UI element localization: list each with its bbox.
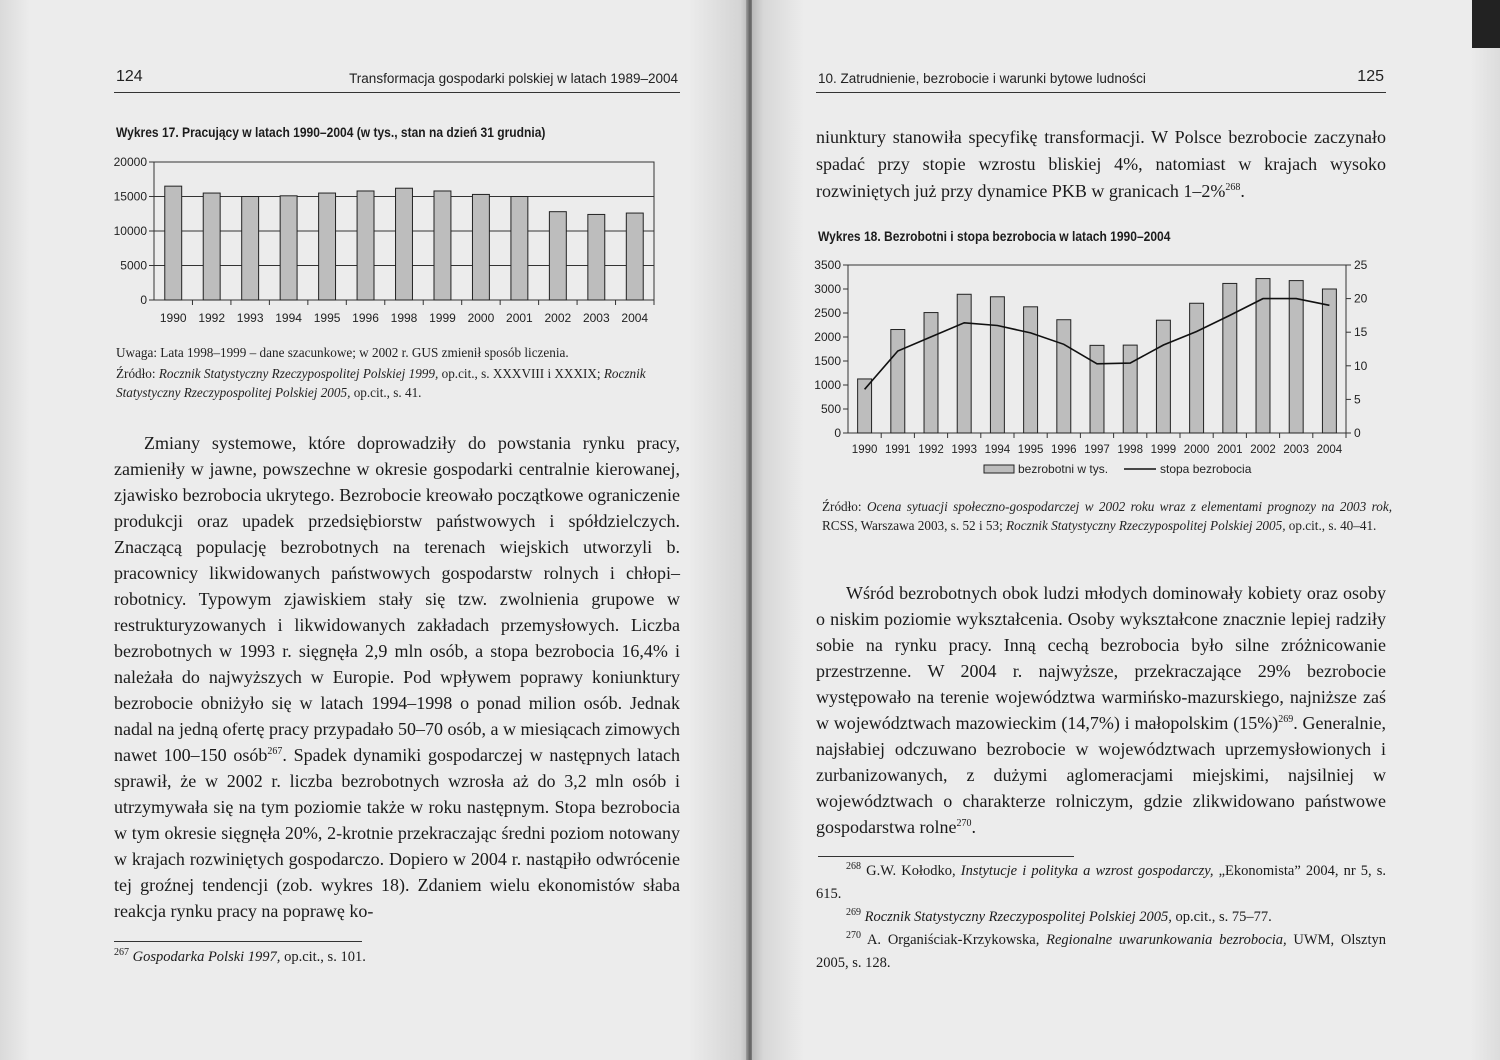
figure-18-source-label: Źródło:	[822, 499, 862, 514]
footnote-267	[114, 946, 680, 969]
footnote-270	[816, 929, 1386, 975]
right-footnote-rule	[818, 856, 1074, 857]
chart18-x-tick-label: 2004	[1316, 444, 1343, 456]
right-body-main-b: . Generalnie, najsłabiej odczuwano bezrobocie w województwach uprzemysłowionych i zurbanizowanych, z dużymi aglomeracjami miejskimi, najsilniej w województwach o charakterze rolniczym, gdzie zlikwidowano państwowe gospodarstwa rolne	[816, 713, 1386, 837]
right-body-top-paragraph	[816, 124, 1386, 205]
chart18-x-tick-label: 1990	[851, 444, 878, 456]
chart18-x-tick-label: 2001	[1217, 444, 1243, 456]
chart18-bar	[1123, 345, 1137, 433]
chart18-x-tick-label: 1992	[918, 444, 944, 456]
chart17-x-tick-label: 2001	[506, 311, 533, 325]
chart17-x-tick-label: 1998	[390, 311, 418, 325]
footnote-268-title: Instytucje i polityka a wzrost gospodarczy,	[960, 863, 1214, 879]
chart17-bar	[434, 191, 451, 300]
chart18-bar	[957, 294, 971, 433]
chart18-bar	[1223, 283, 1237, 433]
chart18-y-right-tick-label: 20	[1354, 291, 1368, 306]
chart18-x-tick-label: 1996	[1051, 444, 1077, 456]
chart18-x-tick-label: 2000	[1183, 444, 1210, 456]
footnote-ref-269: 269	[1278, 714, 1294, 725]
chart18-y-right-tick-label: 25	[1354, 258, 1368, 272]
figure-18-caption: Wykres 18. Bezrobotni i stopa bezrobocia w latach 1990–2004	[818, 228, 1171, 244]
figure-17-source	[116, 364, 684, 402]
figure-18-source-title-1: Ocena sytuacji społeczno-gospodarczej w 2002 roku wraz z elementami prognozy na 2003 rok,	[866, 499, 1392, 514]
right-body-main-paragraph	[816, 580, 1386, 840]
left-running-title: Transformacja gospodarki polskiej w latach 1989–2004	[349, 71, 678, 86]
left-footnote-rule	[114, 941, 362, 942]
chart17-bar	[396, 188, 413, 300]
footnote-267-rest: op.cit., s. 101.	[280, 949, 366, 965]
chart18-bar	[990, 297, 1004, 433]
chart18-y-left-tick-label: 1500	[814, 354, 841, 368]
figure-17-note	[116, 343, 686, 362]
right-footnotes	[816, 860, 1386, 975]
chart17-bar	[549, 212, 566, 300]
chart17-bar	[511, 197, 528, 301]
right-body-top-b: .	[1240, 181, 1245, 201]
footnote-270-post: UWM, Olsztyn 2005, s. 128.	[816, 932, 1386, 971]
figure-18-source	[822, 497, 1392, 535]
chart17-bar	[319, 193, 336, 300]
chart17-bar	[165, 186, 182, 300]
chart18-x-tick-label: 2002	[1250, 444, 1276, 456]
right-running-head	[816, 66, 1386, 93]
chart17-x-tick-label: 1992	[198, 311, 226, 325]
left-body-paragraph	[114, 430, 680, 924]
chart18-bar	[1090, 345, 1104, 433]
left-running-head	[114, 66, 680, 93]
chart18-bar	[891, 330, 905, 433]
chart18-x-tick-label: 1991	[885, 444, 911, 456]
chart18-bar	[1024, 307, 1038, 433]
footnote-268	[816, 860, 1386, 906]
chart18-y-right-tick-label: 5	[1354, 392, 1361, 407]
chart18-y-left-tick-label: 3500	[814, 258, 841, 272]
chart17-bar	[472, 194, 489, 300]
scan-edge-top-right	[1472, 0, 1500, 48]
footnote-267-title: Gospodarka Polski 1997,	[132, 949, 281, 965]
left-page-number: 124	[116, 68, 143, 85]
chart17-bar	[242, 197, 259, 301]
chart17-x-tick-label: 1995	[313, 311, 341, 325]
chart17-y-tick-label: 20000	[113, 155, 147, 169]
chart17-x-tick-label: 1994	[275, 311, 302, 325]
chart17-y-tick-label: 10000	[113, 224, 147, 238]
chart18-bar	[1057, 320, 1071, 433]
chart17-bar	[626, 213, 643, 300]
chart17-x-tick-label: 1999	[429, 311, 456, 325]
chart18-legend-line-label: stopa bezrobocia	[1160, 462, 1252, 476]
right-body-main-c: .	[971, 817, 976, 837]
chart18-y-right-tick-label: 10	[1354, 358, 1368, 373]
footnote-269-post: op.cit., s. 75–77.	[1171, 909, 1272, 925]
chart18-y-left-tick-label: 1000	[814, 378, 841, 392]
right-running-title: 10. Zatrudnienie, bezrobocie i warunki bytowe ludności	[818, 71, 1146, 86]
footnote-ref-270: 270	[956, 818, 972, 829]
chart17-x-tick-label: 1990	[159, 311, 187, 325]
chart18-bar	[924, 313, 938, 433]
footnote-268-number: 268	[846, 861, 861, 873]
footnote-268-pre: G.W. Kołodko,	[861, 863, 961, 879]
right-page-number: 125	[1357, 68, 1384, 85]
chart18-bar	[1289, 281, 1303, 433]
figure-18-chart	[806, 253, 1386, 488]
figure-17-source-title-1: Rocznik Statystyczny Rzeczypospolitej Polskiej 1999,	[158, 366, 439, 381]
figure-17-source-label: Źródło:	[116, 366, 156, 381]
figure-18-source-title-2: Rocznik Statystyczny Rzeczypospolitej Polskiej 2005,	[1006, 518, 1286, 533]
chart17-bar	[357, 191, 374, 300]
chart18-y-left-tick-label: 3000	[814, 282, 841, 296]
figure-17-source-rest-1: op.cit., s. XXXVIII i XXXIX;	[438, 366, 601, 381]
chart17-x-tick-label: 2000	[467, 311, 495, 325]
chart17-bar	[203, 193, 220, 300]
footnote-269	[816, 906, 1386, 929]
footnote-ref-268: 268	[1225, 182, 1241, 193]
chart18-y-left-tick-label: 500	[820, 402, 841, 416]
right-body-top-a: niunktury stanowiła specyfikę transformacji. W Polsce bezrobocie zaczynało spadać przy stopie wzrostu bliskiej 4%, natomiast w krajach wysoko rozwiniętych już przy dynamice PKB w granicach 1–2%	[816, 127, 1386, 201]
chart18-y-left-tick-label: 2500	[814, 306, 841, 320]
chart17-bar	[588, 214, 605, 300]
figure-18-source-rest-2: op.cit., s. 40–41.	[1285, 518, 1377, 533]
footnote-270-title: Regionalne uwarunkowania bezrobocia,	[1046, 932, 1287, 948]
chart18-y-right-tick-label: 0	[1354, 426, 1361, 440]
right-body-main-a: Wśród bezrobotnych obok ludzi młodych dominowały kobiety oraz osoby o niskim poziomie wykształcenia. Osoby wykształcone znacznie lepiej radziły sobie na rynku pracy. Inną cechą bezrobocia było silne zróżnicowanie przestrzenne. W 2004 r. najwyższe, przekraczające 29% bezrobocie występowało na terenie województwa warmińsko-mazurskiego, najniższe zaś w województwach mazowieckim (14,7%) i małopolskim (15%)	[816, 583, 1386, 733]
figure-17-caption: Wykres 17. Pracujący w latach 1990–2004 (w tys., stan na dzień 31 grudnia)	[116, 124, 546, 140]
chart18-x-tick-label: 1993	[951, 444, 977, 456]
footnote-268-post: „Ekonomista” 2004, nr 5, s. 615.	[816, 863, 1386, 902]
chart18-bar	[1190, 303, 1204, 433]
figure-17-chart	[108, 152, 668, 332]
left-body-part-b: . Spadek dynamiki gospodarczej w następnych latach sprawił, że w 2002 r. liczba bezrobotnych wzrosła aż do 3,2 mln osób i utrzymywała się na tym poziomie także w roku następnym. Stopa bezrobocia w tym okresie sięgnęła 20%, 2-krotnie przekraczając średni poziom notowany w krajach rozwiniętych gospodarczo. Dopiero w 2004 r. nastąpiło odwrócenie tej groźnej tendencji (zob. wykres 18). Zdaniem wielu ekonomistów słaba reakcja rynku pracy na poprawę ko-	[114, 745, 680, 921]
chart17-x-tick-label: 2004	[621, 311, 649, 325]
footnote-269-number: 269	[846, 907, 861, 919]
chart17-x-tick-label: 1996	[352, 311, 379, 325]
chart18-x-tick-label: 1995	[1017, 444, 1044, 456]
footnote-270-number: 270	[846, 930, 861, 942]
footnote-270-pre: A. Organiściak-Krzykowska,	[861, 932, 1047, 948]
chart18-y-left-tick-label: 2000	[814, 330, 841, 344]
chart18-bar	[1322, 289, 1336, 433]
figure-17-note-text: Uwaga: Lata 1998–1999 – dane szacunkowe; w 2002 r. GUS zmienił sposób liczenia.	[116, 345, 569, 360]
chart18-bar	[858, 379, 872, 433]
chart18-x-tick-label: 1994	[984, 444, 1011, 456]
chart17-y-tick-label: 15000	[113, 189, 147, 204]
footnote-267-number: 267	[114, 947, 129, 959]
figure-17-source-title-2: Rocznik Statystyczny Rzeczypospolitej Polskiej 2005,	[116, 366, 646, 400]
chart18-bar	[1156, 320, 1170, 433]
footnote-ref-267: 267	[267, 746, 283, 757]
chart17-x-tick-label: 1993	[236, 311, 264, 325]
chart18-legend-bar-swatch	[984, 465, 1014, 473]
left-page	[0, 0, 748, 1060]
figure-18-source-rest-1: RCSS, Warszawa 2003, s. 52 i 53;	[822, 518, 1003, 533]
footnote-269-title: Rocznik Statystyczny Rzeczypospolitej Polskiej 2005,	[864, 909, 1172, 925]
chart18-x-tick-label: 1999	[1150, 444, 1177, 456]
chart17-x-tick-label: 2002	[544, 311, 572, 325]
figure-17-source-rest-2: op.cit., s. 41.	[350, 385, 422, 400]
chart17-y-tick-label: 5000	[120, 258, 147, 273]
chart18-x-tick-label: 2003	[1283, 444, 1309, 456]
chart18-y-left-tick-label: 0	[834, 426, 841, 440]
right-page	[752, 0, 1500, 1060]
chart17-x-tick-label: 2003	[582, 311, 610, 325]
chart18-y-right-tick-label: 15	[1354, 325, 1368, 340]
chart18-x-tick-label: 1998	[1117, 444, 1143, 456]
left-body-part-a: Zmiany systemowe, które doprowadziły do powstania rynku pracy, zamieniły w jawne, powszechne w okresie gospodarki centralnie kierowanej, zjawisko bezrobocia ukrytego. Bezrobocie kreowało początkowe ograniczenie produkcji oraz upadek przedsiębiorstw państwowych i spółdzielczych. Znaczącą populację bezrobotnych na terenach wiejskich utworzyli b. pracownicy likwidowanych państwowych gospodarstw rolnych i chłopi–robotnicy. Typowym zjawiskiem stały się tzw. zwolnienia grupowe w restrukturyzowanych i likwidowanych zakładach przemysłowych. Liczba bezrobotnych w 1993 r. sięgnęła 2,9 mln osób, a stopa bezrobocia 16,4% i należała do najwyższych w Europie. Pod wpływem poprawy koniunktury bezrobocie obniżyło się w latach 1994–1998 o ponad milion osób. Jednak nadal na jedną ofertę pracy przypadało 50–70 osób, a w miesiącach zimowych nawet 100–150 osób	[114, 433, 680, 765]
chart17-bar	[280, 196, 297, 300]
chart18-x-tick-label: 1997	[1084, 444, 1110, 456]
chart18-legend-bar-label: bezrobotni w tys.	[1018, 462, 1109, 476]
chart17-y-tick-label: 0	[140, 293, 147, 307]
